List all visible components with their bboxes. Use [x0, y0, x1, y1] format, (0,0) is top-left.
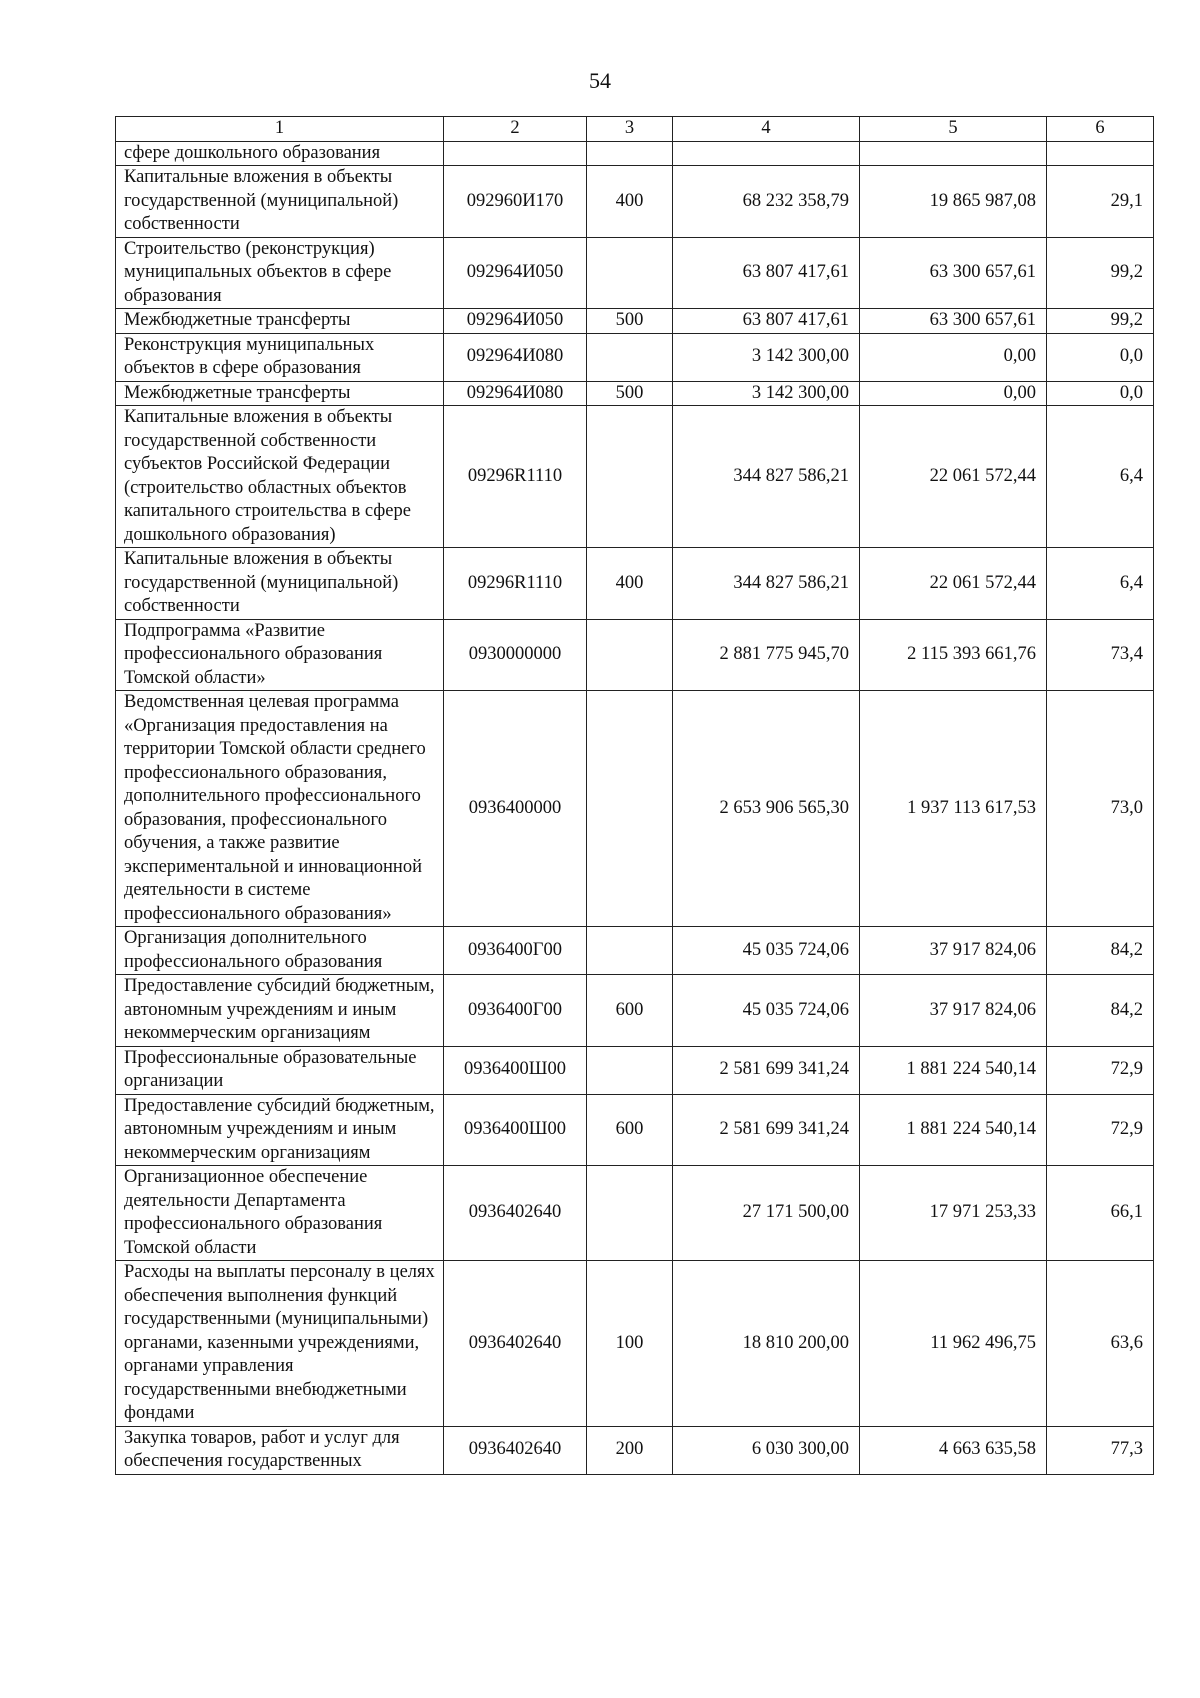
row-code-cell: 0936400Г00: [444, 927, 587, 975]
row-plan-cell: 63 807 417,61: [673, 237, 860, 309]
row-type-cell: 400: [587, 548, 673, 620]
row-name-cell: Предоставление субсидий бюджетным, автономным учреждениям и иным некоммерческим организациям: [116, 975, 444, 1047]
column-header-3: 3: [587, 117, 673, 142]
row-fact-cell: 22 061 572,44: [860, 406, 1047, 548]
row-plan-cell: 344 827 586,21: [673, 406, 860, 548]
row-code-cell: [444, 141, 587, 166]
row-code-cell: 092964И080: [444, 333, 587, 381]
row-code-cell: 092964И050: [444, 237, 587, 309]
table-row: [116, 309, 1154, 334]
row-name-cell: Межбюджетные трансферты: [116, 309, 444, 334]
row-plan-cell: 45 035 724,06: [673, 927, 860, 975]
table-row: [116, 141, 1154, 166]
row-percent-cell: 72,9: [1047, 1046, 1154, 1094]
table-row: [116, 1261, 1154, 1427]
row-fact-cell: 1 881 224 540,14: [860, 1046, 1047, 1094]
row-name-cell: Капитальные вложения в объекты государственной (муниципальной) собственности: [116, 166, 444, 238]
row-type-cell: [587, 619, 673, 691]
column-header-6: 6: [1047, 117, 1154, 142]
table-row: [116, 927, 1154, 975]
row-fact-cell: [860, 141, 1047, 166]
row-fact-cell: 37 917 824,06: [860, 975, 1047, 1047]
table-row: [116, 691, 1154, 927]
row-percent-cell: 77,3: [1047, 1426, 1154, 1474]
row-plan-cell: [673, 141, 860, 166]
row-percent-cell: 72,9: [1047, 1094, 1154, 1166]
row-fact-cell: 11 962 496,75: [860, 1261, 1047, 1427]
row-percent-cell: 6,4: [1047, 548, 1154, 620]
row-plan-cell: 68 232 358,79: [673, 166, 860, 238]
row-fact-cell: 1 881 224 540,14: [860, 1094, 1047, 1166]
row-fact-cell: 63 300 657,61: [860, 237, 1047, 309]
row-type-cell: [587, 141, 673, 166]
table-row: [116, 548, 1154, 620]
table-row: [116, 381, 1154, 406]
column-header-4: 4: [673, 117, 860, 142]
row-plan-cell: 3 142 300,00: [673, 381, 860, 406]
row-type-cell: 500: [587, 381, 673, 406]
row-name-cell: Капитальные вложения в объекты государственной (муниципальной) собственности: [116, 548, 444, 620]
row-percent-cell: 6,4: [1047, 406, 1154, 548]
row-type-cell: [587, 1166, 673, 1261]
row-type-cell: 200: [587, 1426, 673, 1474]
row-plan-cell: 3 142 300,00: [673, 333, 860, 381]
row-name-cell: Закупка товаров, работ и услуг для обеспечения государственных: [116, 1426, 444, 1474]
row-percent-cell: [1047, 141, 1154, 166]
row-code-cell: 09296R1110: [444, 548, 587, 620]
page-number: 54: [589, 68, 611, 93]
row-code-cell: 0936400Ш00: [444, 1094, 587, 1166]
table-row: [116, 237, 1154, 309]
row-type-cell: [587, 406, 673, 548]
row-percent-cell: 84,2: [1047, 927, 1154, 975]
row-code-cell: 092964И050: [444, 309, 587, 334]
column-header-2: 2: [444, 117, 587, 142]
row-percent-cell: 99,2: [1047, 309, 1154, 334]
row-fact-cell: 4 663 635,58: [860, 1426, 1047, 1474]
row-code-cell: 0936400000: [444, 691, 587, 927]
row-fact-cell: 19 865 987,08: [860, 166, 1047, 238]
row-fact-cell: 37 917 824,06: [860, 927, 1047, 975]
table-row: [116, 975, 1154, 1047]
row-percent-cell: 29,1: [1047, 166, 1154, 238]
row-code-cell: 0936402640: [444, 1261, 587, 1427]
row-percent-cell: 99,2: [1047, 237, 1154, 309]
row-plan-cell: 18 810 200,00: [673, 1261, 860, 1427]
row-name-cell: Предоставление субсидий бюджетным, автономным учреждениям и иным некоммерческим организациям: [116, 1094, 444, 1166]
row-code-cell: 0936400Ш00: [444, 1046, 587, 1094]
row-plan-cell: 344 827 586,21: [673, 548, 860, 620]
row-code-cell: 0936400Г00: [444, 975, 587, 1047]
row-percent-cell: 63,6: [1047, 1261, 1154, 1427]
row-fact-cell: 2 115 393 661,76: [860, 619, 1047, 691]
row-fact-cell: 22 061 572,44: [860, 548, 1047, 620]
row-percent-cell: 0,0: [1047, 381, 1154, 406]
row-fact-cell: 0,00: [860, 381, 1047, 406]
row-name-cell: Профессиональные образовательные организации: [116, 1046, 444, 1094]
table-header-row: [116, 117, 1154, 142]
row-plan-cell: 2 581 699 341,24: [673, 1094, 860, 1166]
row-code-cell: 0936402640: [444, 1166, 587, 1261]
row-type-cell: [587, 237, 673, 309]
column-header-5: 5: [860, 117, 1047, 142]
row-name-cell: Межбюджетные трансферты: [116, 381, 444, 406]
row-percent-cell: 66,1: [1047, 1166, 1154, 1261]
row-type-cell: 100: [587, 1261, 673, 1427]
row-name-cell: Организация дополнительного профессионального образования: [116, 927, 444, 975]
row-type-cell: [587, 691, 673, 927]
row-plan-cell: 2 653 906 565,30: [673, 691, 860, 927]
table-row: [116, 406, 1154, 548]
row-name-cell: Организационное обеспечение деятельности Департамента профессионального образования Томской области: [116, 1166, 444, 1261]
row-fact-cell: 17 971 253,33: [860, 1166, 1047, 1261]
row-code-cell: 092960И170: [444, 166, 587, 238]
row-percent-cell: 73,0: [1047, 691, 1154, 927]
row-fact-cell: 1 937 113 617,53: [860, 691, 1047, 927]
row-name-cell: Ведомственная целевая программа «Организация предоставления на территории Томской области среднего профессионального образования, дополнительного профессионального образования, профессионального обучения, а также развитие экспериментальной и инновационной деятельности в системе профессионального образования»: [116, 691, 444, 927]
row-plan-cell: 27 171 500,00: [673, 1166, 860, 1261]
row-type-cell: 600: [587, 975, 673, 1047]
row-plan-cell: 2 881 775 945,70: [673, 619, 860, 691]
row-type-cell: 400: [587, 166, 673, 238]
table-row: [116, 166, 1154, 238]
row-percent-cell: 0,0: [1047, 333, 1154, 381]
table-row: [116, 1166, 1154, 1261]
row-type-cell: 600: [587, 1094, 673, 1166]
table-row: [116, 1426, 1154, 1474]
row-code-cell: 0930000000: [444, 619, 587, 691]
row-name-cell: сфере дошкольного образования: [116, 141, 444, 166]
row-code-cell: 0936402640: [444, 1426, 587, 1474]
row-plan-cell: 45 035 724,06: [673, 975, 860, 1047]
row-type-cell: 500: [587, 309, 673, 334]
column-header-1: 1: [116, 117, 444, 142]
row-percent-cell: 73,4: [1047, 619, 1154, 691]
table-row: [116, 1046, 1154, 1094]
table-row: [116, 619, 1154, 691]
row-type-cell: [587, 333, 673, 381]
row-name-cell: Капитальные вложения в объекты государственной собственности субъектов Российской Федерации (строительство областных объектов капитального строительства в сфере дошкольного образования): [116, 406, 444, 548]
row-plan-cell: 63 807 417,61: [673, 309, 860, 334]
budget-table: [115, 116, 1154, 1475]
row-code-cell: 09296R1110: [444, 406, 587, 548]
row-name-cell: Строительство (реконструкция) муниципальных объектов в сфере образования: [116, 237, 444, 309]
row-fact-cell: 0,00: [860, 333, 1047, 381]
row-code-cell: 092964И080: [444, 381, 587, 406]
row-fact-cell: 63 300 657,61: [860, 309, 1047, 334]
row-name-cell: Расходы на выплаты персоналу в целях обеспечения выполнения функций государственными (муниципальными) органами, казенными учреждениями, органами управления государственными внебюджетными фондами: [116, 1261, 444, 1427]
row-name-cell: Подпрограмма «Развитие профессионального образования Томской области»: [116, 619, 444, 691]
row-percent-cell: 84,2: [1047, 975, 1154, 1047]
row-type-cell: [587, 1046, 673, 1094]
table-row: [116, 1094, 1154, 1166]
table-row: [116, 333, 1154, 381]
row-plan-cell: 6 030 300,00: [673, 1426, 860, 1474]
row-type-cell: [587, 927, 673, 975]
row-name-cell: Реконструкция муниципальных объектов в сфере образования: [116, 333, 444, 381]
row-plan-cell: 2 581 699 341,24: [673, 1046, 860, 1094]
